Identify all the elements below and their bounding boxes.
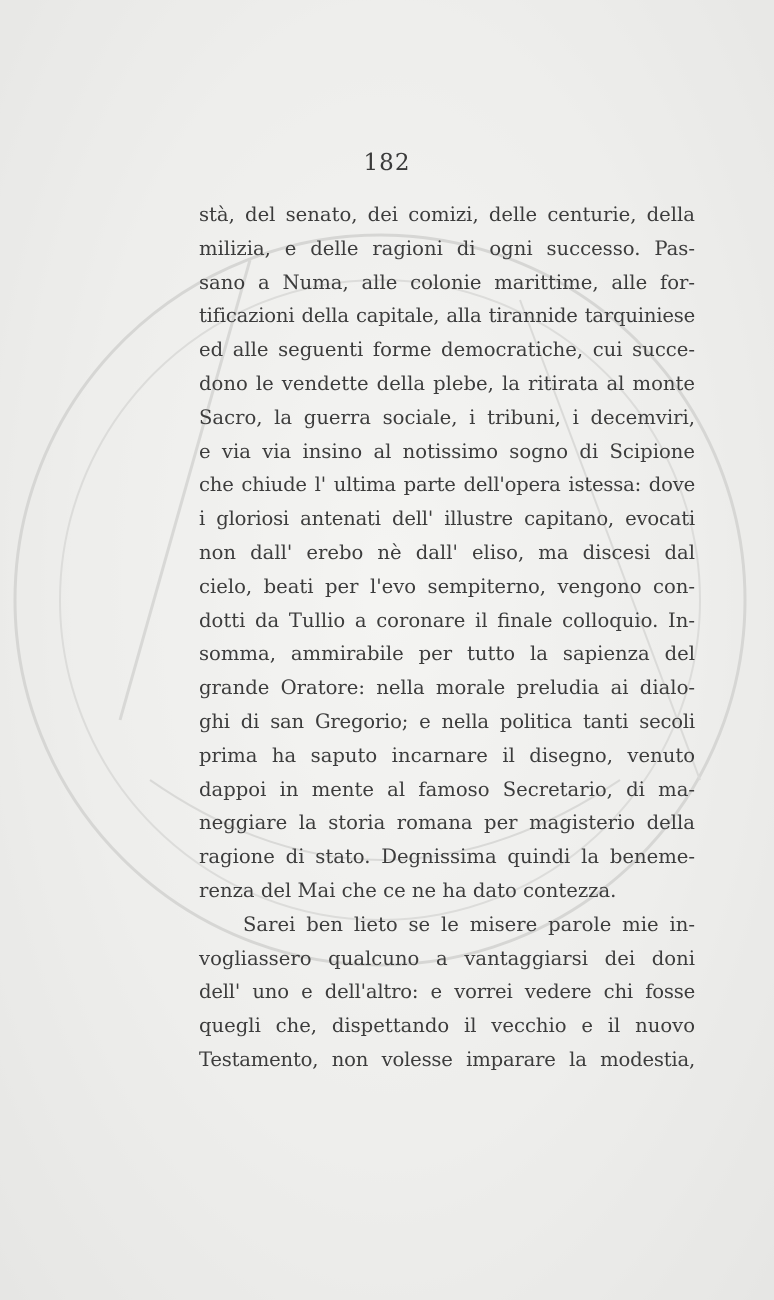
text-line: tificazioni della capitale, alla tirannide tarquiniese bbox=[199, 304, 695, 328]
text-line: ghi di san Gregorio; e nella politica tanti secoli bbox=[199, 709, 695, 733]
body-text bbox=[199, 198, 695, 1077]
text-line: stà, del senato, dei comizi, delle centurie, della bbox=[199, 203, 695, 226]
text-line: dappoi in mente al famoso Secretario, di ma- bbox=[199, 777, 695, 801]
text-line: cielo, beati per l'evo sempiterno, vengono con- bbox=[199, 574, 695, 598]
text-line: vogliassero qualcuno a vantaggiarsi dei doni bbox=[199, 946, 695, 970]
text-line: ragione di stato. Degnissima quindi la beneme- bbox=[199, 845, 695, 869]
text-line: neggiare la storia romana per magisterio della bbox=[199, 811, 695, 835]
text-line: prima ha saputo incarnare il disegno, venuto bbox=[199, 743, 695, 767]
text-line: quegli che, dispettando il vecchio e il nuovo bbox=[199, 1014, 695, 1038]
page-number: 182 bbox=[363, 150, 411, 176]
text-line: ed alle seguenti forme democratiche, cui succe- bbox=[199, 338, 695, 362]
text-line: grande Oratore: nella morale preludia ai dialo- bbox=[199, 676, 695, 700]
text-line: dell' uno e dell'altro: e vorrei vedere chi fosse bbox=[199, 980, 695, 1004]
text-line: sano a Numa, alle colonie marittime, alle for- bbox=[199, 270, 695, 294]
text-line: Testamento, non volesse imparare la modestia, bbox=[199, 1047, 695, 1071]
text-line: e via via insino al notissimo sogno di Scipione bbox=[199, 439, 695, 463]
text-line: i gloriosi antenati dell' illustre capitano, evocati bbox=[199, 507, 695, 531]
text-line: milizia, e delle ragioni di ogni successo. Pas- bbox=[199, 236, 695, 260]
text-line: dotti da Tullio a coronare il finale colloquio. In- bbox=[199, 608, 695, 632]
text-line: Sacro, la guerra sociale, i tribuni, i decemviri, bbox=[199, 405, 695, 429]
text-line: dono le vendette della plebe, la ritirata al monte bbox=[199, 371, 695, 395]
text-line: renza del Mai che ce ne ha dato contezza. bbox=[199, 878, 617, 902]
text-line: che chiude l' ultima parte dell'opera istessa: dove bbox=[199, 473, 695, 497]
text-line: somma, ammirabile per tutto la sapienza del bbox=[199, 642, 695, 666]
text-line: Sarei ben lieto se le misere parole mie in- bbox=[243, 912, 695, 936]
text-line: non dall' erebo nè dall' eliso, ma discesi dal bbox=[199, 540, 695, 564]
